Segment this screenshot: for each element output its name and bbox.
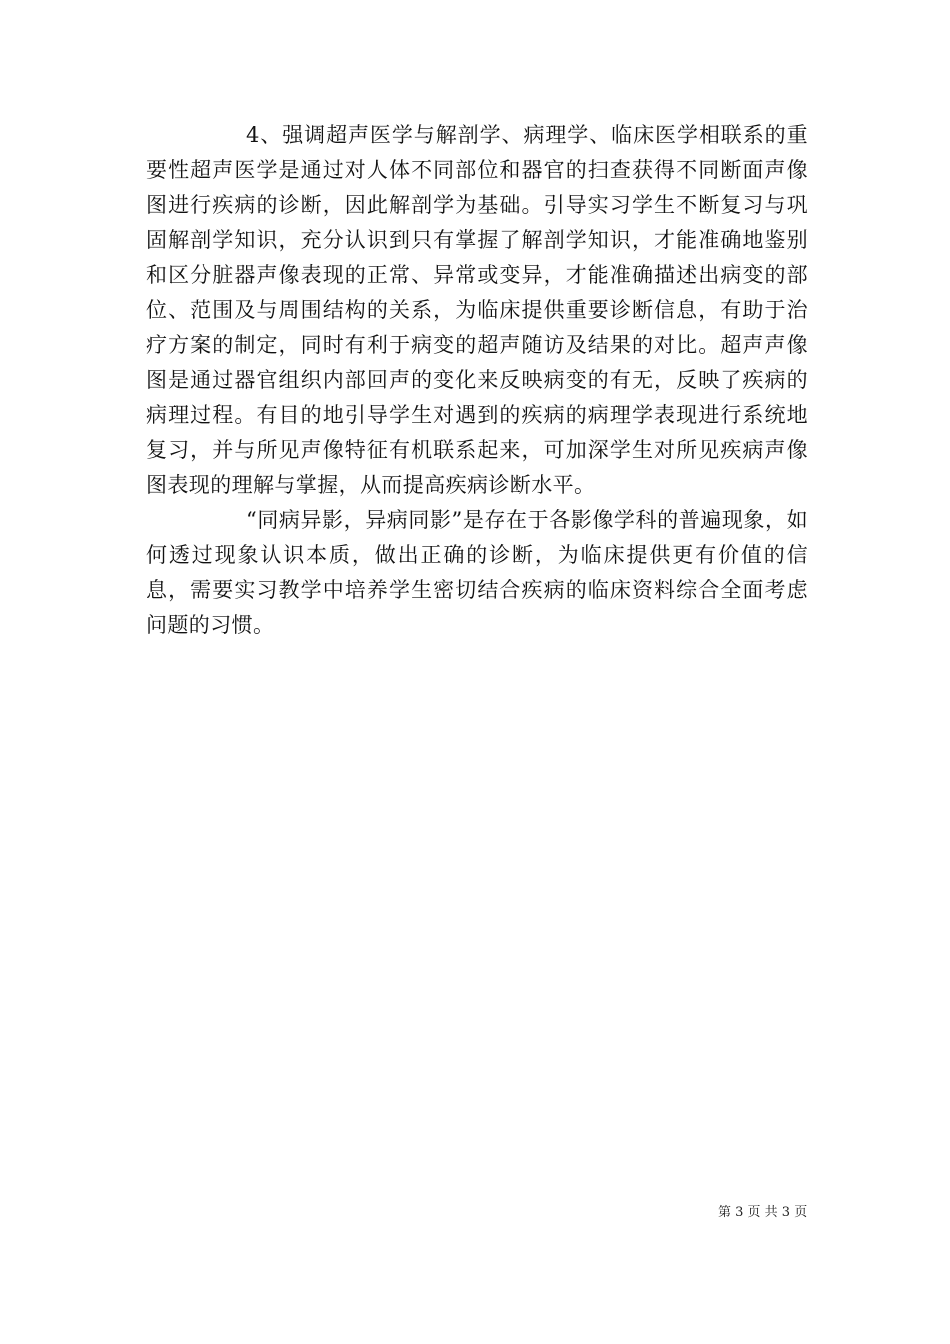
paragraph-1: 4、强调超声医学与解剖学、病理学、临床医学相联系的重要性超声医学是通过对人体不同部位和器官的扫查获得不同断面声像图进行疾病的诊断，因此解剖学为基础。引导实习学生不断复习与巩固解剖学知识，充分认识到只有掌握了解剖学知识，才能准确地鉴别和区分脏器声像表现的正常、异常或变异，才能准确描述出病变的部位、范围及与周围结构的关系，为临床提供重要诊断信息，有助于治疗方案的制定，同时有利于病变的超声随访及结果的对比。超声声像图是通过器官组织内部回声的变化来反映病变的有无，反映了疾病的病理过程。有目的地引导学生对遇到的疾病的病理学表现进行系统地复习，并与所见声像特征有机联系起来，可加深学生对所见疾病声像图表现的理解与掌握，从而提高疾病诊断水平。 [146, 123, 808, 497]
paragraph-2: “同病异影，异病同影”是存在于各影像学科的普遍现象，如何透过现象认识本质，做出正确的诊断，为临床提供更有价值的信息，需要实习教学中培养学生密切结合疾病的临床资料综合全面考虑问题的习惯。 [146, 508, 808, 637]
page-number: 第 3 页 共 3 页 [718, 1205, 808, 1220]
document-body [146, 118, 808, 643]
